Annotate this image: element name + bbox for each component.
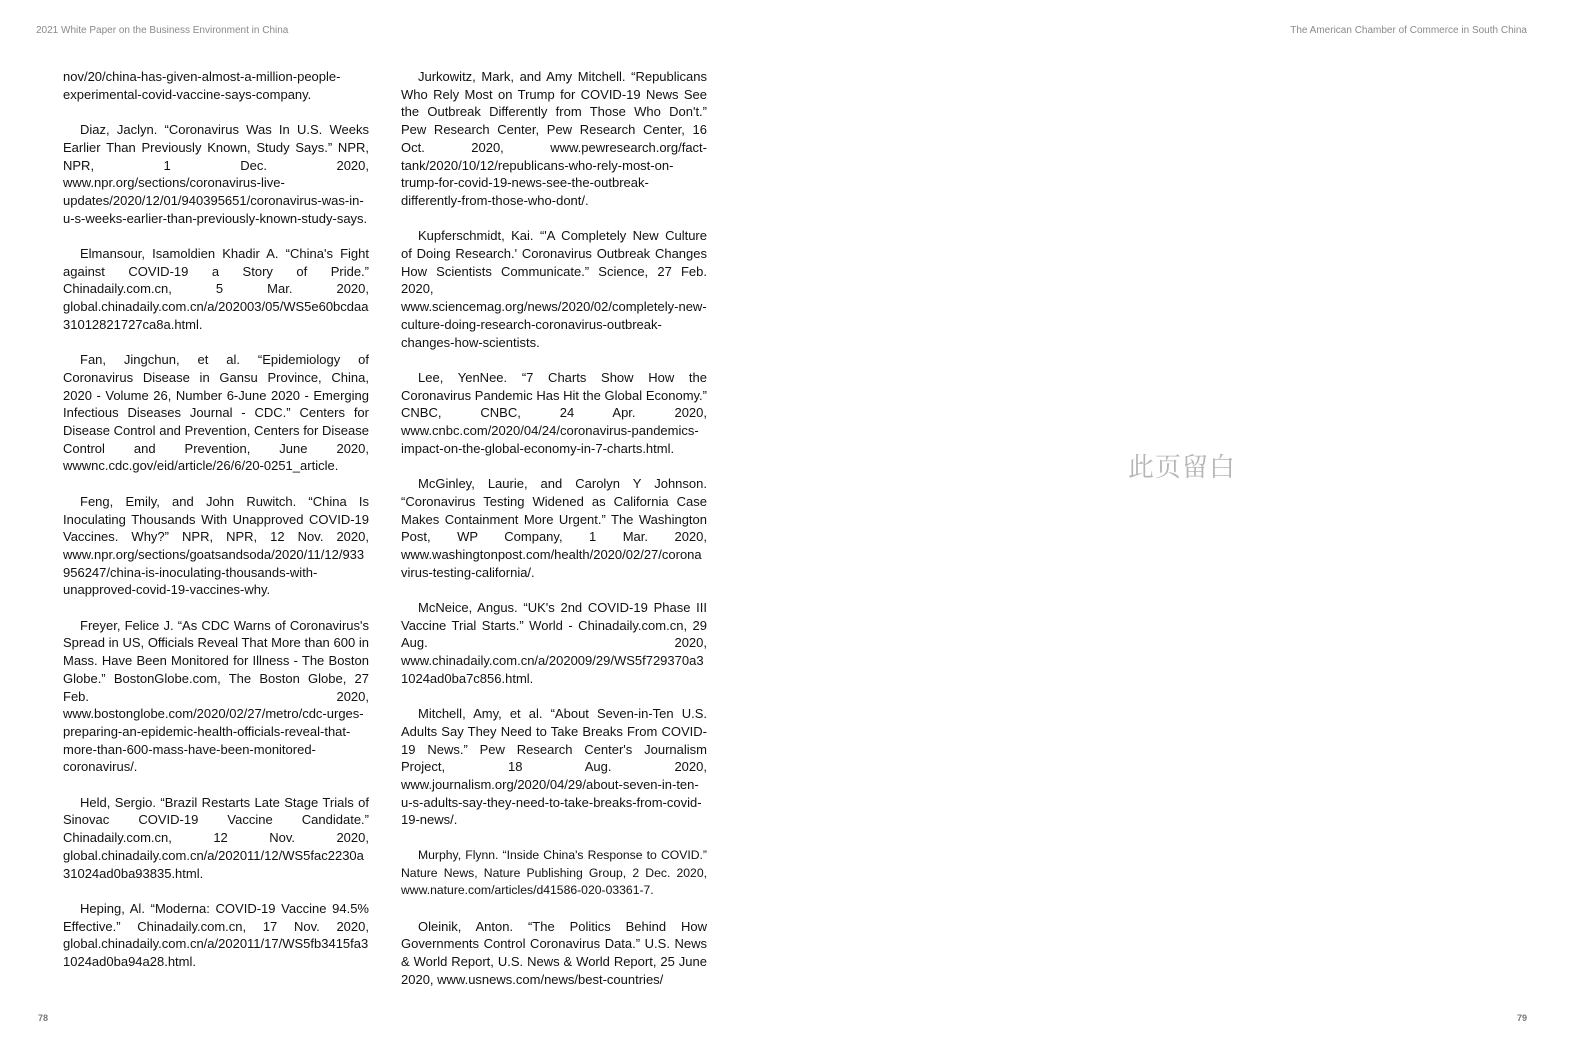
reference-entry: Jurkowitz, Mark, and Amy Mitchell. “Republicans Who Rely Most on Trump for COVID-19 News See the Outbreak Differently from Those Who Don't.” Pew Research Center, Pew Research Center, 16 Oct. 2020, www.pewresearch.org/fact-tank/2020/10/12/republicans-who-rely-most-on-trump-for-covid-19-news-see-the-outbreak-differently-from-those-who-dont/.	[401, 69, 707, 208]
reference-entry: Freyer, Felice J. “As CDC Warns of Coronavirus's Spread in US, Officials Reveal That More than 600 in Mass. Have Been Monitored for Illness - The Boston Globe.” BostonGlobe.com, The Boston Globe, 27 Feb. 2020, www.bostonglobe.com/2020/02/27/metro/cdc-urges-preparing-an-epidemic-health-officials-reveal-that-more-than-600-mass-have-been-monitored-coronavirus/.	[63, 617, 369, 775]
reference-entry: McGinley, Laurie, and Carolyn Y Johnson. “Coronavirus Testing Widened as California Case Makes Containment More Urgent.” The Washington Post, WP Company, 1 Mar. 2020, www.washingtonpost.com/health/2020/02/27/coronavirus-testing-california/.	[401, 476, 707, 580]
reference-entry: Fan, Jingchun, et al. “Epidemiology of Coronavirus Disease in Gansu Province, China, 2020 - Volume 26, Number 6-June 2020 - Emerging Infectious Diseases Journal - CDC.” Centers for Disease Control and Prevention, Centers for Disease Control and Prevention, June 2020, wwwnc.cdc.gov/eid/article/26/6/20-0251_article.	[63, 352, 369, 474]
page-number-left: 78	[38, 1013, 49, 1023]
page-number-right: 79	[1516, 1013, 1527, 1023]
reference-entry: Lee, YenNee. “7 Charts Show How the Coronavirus Pandemic Has Hit the Global Economy.” CNBC, CNBC, 24 Apr. 2020, www.cnbc.com/2020/04/24/coronavirus-pandemics-impact-on-the-global-economy-in-7-charts.html.	[401, 369, 707, 456]
reference-entry: Murphy, Flynn. “Inside China's Response to COVID.” Nature News, Nature Publishing Group, 2 Dec. 2020, www.nature.com/articles/d41586-020-03361-7.	[401, 847, 707, 898]
running-header-left: 2021 White Paper on the Business Environment in China	[36, 25, 289, 36]
reference-entry: McNeice, Angus. “UK's 2nd COVID-19 Phase III Vaccine Trial Starts.” World - Chinadaily.com.cn, 29 Aug. 2020, www.chinadaily.com.cn/a/202009/29/WS5f729370a31024ad0ba7c856.html.	[401, 600, 707, 686]
reference-entry: Oleinik, Anton. “The Politics Behind How Governments Control Coronavirus Data.” U.S. News & World Report, U.S. News & World Report, 25 June 2020, www.usnews.com/news/best-countries/	[401, 918, 707, 987]
reference-entry: Elmansour, Isamoldien Khadir A. “China's Fight against COVID-19 a Story of Pride.” Chinadaily.com.cn, 5 Mar. 2020, global.chinadaily.com.cn/a/202003/05/WS5e60bcdaa31012821727ca8a.html.	[63, 246, 369, 332]
reference-entry: Kupferschmidt, Kai. “'A Completely New Culture of Doing Research.' Coronavirus Outbreak Changes How Scientists Communicate.” Science, 27 Feb. 2020, www.sciencemag.org/news/2020/02/completely-new-culture-doing-research-coronavirus-outbreak-changes-how-scientists.	[401, 228, 707, 350]
reference-entry: Mitchell, Amy, et al. “About Seven-in-Ten U.S. Adults Say They Need to Take Breaks From COVID-19 News.” Pew Research Center's Journalism Project, 18 Aug. 2020, www.journalism.org/2020/04/29/about-seven-in-ten-u-s-adults-say-they-need-to-take-breaks-from-covid-19-news/.	[401, 706, 707, 828]
reference-entry: Feng, Emily, and John Ruwitch. “China Is Inoculating Thousands With Unapproved COVID-19 Vaccines. Why?” NPR, NPR, 12 Nov. 2020, www.npr.org/sections/goatsandsoda/2020/11/12/933956247/china-is-inoculating-thousands-with-unapproved-covid-19-vaccines-why.	[63, 493, 369, 598]
reference-entry: Held, Sergio. “Brazil Restarts Late Stage Trials of Sinovac COVID-19 Vaccine Candidate.” Chinadaily.com.cn, 12 Nov. 2020, global.chinadaily.com.cn/a/202011/12/WS5fac2230a31024ad0ba93835.html.	[63, 794, 369, 881]
reference-entry: Heping, Al. “Moderna: COVID-19 Vaccine 94.5% Effective.” Chinadaily.com.cn, 17 Nov. 2020, global.chinadaily.com.cn/a/202011/17/WS5fb3415fa31024ad0ba94a28.html.	[63, 900, 369, 970]
references-column-1	[63, 68, 369, 988]
reference-entry: Diaz, Jaclyn. “Coronavirus Was In U.S. Weeks Earlier Than Previously Known, Study Says.” NPR, NPR, 1 Dec. 2020, www.npr.org/sections/coronavirus-live-updates/2020/12/01/940395651/coronavirus-was-in-u-s-weeks-earlier-than-previously-known-study-says.	[63, 122, 369, 226]
references-column-2	[401, 68, 707, 1006]
reference-entry: nov/20/china-has-given-almost-a-million-people-experimental-covid-vaccine-says-company.	[63, 69, 341, 102]
intentionally-blank-note: 此页留白	[1128, 453, 1237, 483]
running-header-right: The American Chamber of Commerce in South China	[1290, 25, 1527, 36]
